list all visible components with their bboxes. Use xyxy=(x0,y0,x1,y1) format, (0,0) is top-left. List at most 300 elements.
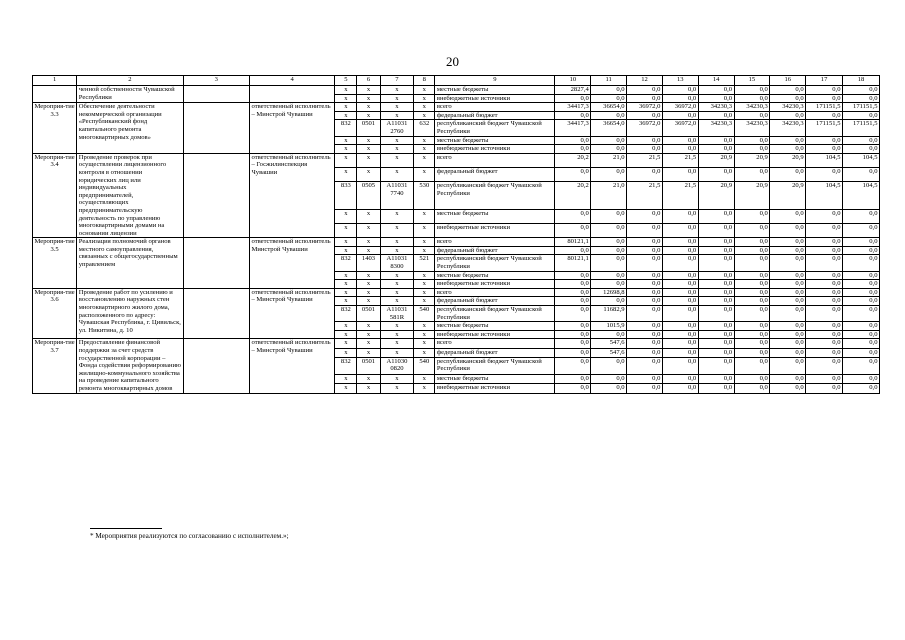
code-cell: x xyxy=(380,168,414,182)
value-cell: 0,0 xyxy=(806,86,843,95)
value-cell: 2827,4 xyxy=(555,86,591,95)
code-cell: x xyxy=(357,153,380,167)
value-cell: 0,0 xyxy=(555,339,591,348)
value-cell: 0,0 xyxy=(627,384,663,393)
code-cell: x xyxy=(357,330,380,339)
value-cell: 0,0 xyxy=(843,136,880,145)
value-cell: 0,0 xyxy=(806,255,843,271)
code-cell: x xyxy=(357,384,380,393)
value-cell: 0,0 xyxy=(662,375,698,384)
footnote-divider xyxy=(90,528,162,529)
value-cell: 0,0 xyxy=(591,330,627,339)
source-cell: внебюджетные источники xyxy=(435,330,555,339)
value-cell: 36972,0 xyxy=(662,103,698,112)
value-cell: 0,0 xyxy=(806,357,843,374)
value-cell: 0,0 xyxy=(843,255,880,271)
value-cell: 20,9 xyxy=(698,153,734,167)
code-cell: x xyxy=(335,238,357,247)
value-cell: 0,0 xyxy=(627,271,663,280)
value-cell: 0,0 xyxy=(627,238,663,247)
code-cell: x xyxy=(414,111,435,120)
code-cell: x xyxy=(414,246,435,255)
value-cell: 0,0 xyxy=(806,223,843,237)
event-cell: Мероприя-тие 3.4 xyxy=(33,153,77,238)
code-cell: x xyxy=(335,297,357,306)
value-cell: 0,0 xyxy=(843,280,880,289)
value-cell: 0,0 xyxy=(806,288,843,297)
code-cell: x xyxy=(380,384,414,393)
value-cell: 0,0 xyxy=(698,168,734,182)
event-cell: Мероприя-тие 3.3 xyxy=(33,103,77,154)
source-cell: республиканский бюджет Чувашской Республики xyxy=(435,357,555,374)
value-cell: 0,0 xyxy=(662,246,698,255)
code-cell: 521 xyxy=(414,255,435,271)
value-cell: 20,2 xyxy=(555,153,591,167)
value-cell: 0,0 xyxy=(770,94,806,103)
value-cell: 0,0 xyxy=(627,375,663,384)
empty-cell xyxy=(183,153,249,238)
value-cell: 0,0 xyxy=(770,330,806,339)
code-cell: x xyxy=(380,86,414,95)
value-cell: 0,0 xyxy=(591,297,627,306)
value-cell: 0,0 xyxy=(806,145,843,154)
value-cell: 0,0 xyxy=(627,168,663,182)
value-cell: 0,0 xyxy=(843,86,880,95)
source-cell: всего xyxy=(435,238,555,247)
code-cell: А11030 0820 xyxy=(380,357,414,374)
code-cell: x xyxy=(335,145,357,154)
value-cell: 0,0 xyxy=(698,339,734,348)
code-cell: x xyxy=(335,103,357,112)
code-cell: x xyxy=(414,86,435,95)
code-cell: 832 xyxy=(335,357,357,374)
value-cell: 36654,0 xyxy=(591,103,627,112)
value-cell: 0,0 xyxy=(698,111,734,120)
code-cell: x xyxy=(380,153,414,167)
value-cell: 0,0 xyxy=(734,339,770,348)
column-header: 1 xyxy=(33,76,77,86)
value-cell: 11682,9 xyxy=(591,306,627,322)
value-cell: 0,0 xyxy=(734,94,770,103)
value-cell: 0,0 xyxy=(806,306,843,322)
value-cell: 34230,3 xyxy=(698,103,734,112)
value-cell: 0,0 xyxy=(698,330,734,339)
source-cell: всего xyxy=(435,153,555,167)
description-cell: Реализация полномочий органов местного самоуправления, связанных с общегосударственным управлением xyxy=(77,238,183,289)
code-cell: x xyxy=(414,94,435,103)
code-cell: x xyxy=(357,209,380,223)
code-cell: x xyxy=(414,384,435,393)
column-header: 17 xyxy=(806,76,843,86)
value-cell: 0,0 xyxy=(843,168,880,182)
executor-cell: ответственный исполнитель – Минстрой Чувашии xyxy=(249,103,334,154)
value-cell: 0,0 xyxy=(662,297,698,306)
value-cell: 20,9 xyxy=(734,153,770,167)
event-cell: Мероприя-тие 3.5 xyxy=(33,238,77,289)
value-cell: 0,0 xyxy=(555,145,591,154)
code-cell: x xyxy=(335,223,357,237)
header-row xyxy=(33,76,880,86)
value-cell: 0,0 xyxy=(698,255,734,271)
value-cell: 0,0 xyxy=(591,357,627,374)
code-cell: 0501 xyxy=(357,306,380,322)
description-cell: ченной собственности Чувашской Республики xyxy=(77,86,183,103)
value-cell: 0,0 xyxy=(843,375,880,384)
code-cell: x xyxy=(414,375,435,384)
value-cell: 0,0 xyxy=(770,238,806,247)
code-cell: 540 xyxy=(414,357,435,374)
code-cell: x xyxy=(357,94,380,103)
value-cell: 0,0 xyxy=(627,306,663,322)
value-cell: 0,0 xyxy=(843,384,880,393)
value-cell: 0,0 xyxy=(734,271,770,280)
value-cell: 0,0 xyxy=(555,223,591,237)
value-cell: 0,0 xyxy=(770,136,806,145)
code-cell: x xyxy=(380,271,414,280)
value-cell: 0,0 xyxy=(734,288,770,297)
code-cell: x xyxy=(335,136,357,145)
value-cell: 34230,3 xyxy=(770,103,806,112)
value-cell: 0,0 xyxy=(662,145,698,154)
value-cell: 34230,3 xyxy=(734,120,770,136)
code-cell: x xyxy=(357,246,380,255)
value-cell: 0,0 xyxy=(591,246,627,255)
value-cell: 0,0 xyxy=(662,384,698,393)
value-cell: 0,0 xyxy=(591,384,627,393)
value-cell: 171151,5 xyxy=(843,103,880,112)
value-cell: 0,0 xyxy=(591,209,627,223)
source-cell: местные бюджеты xyxy=(435,209,555,223)
value-cell: 0,0 xyxy=(698,288,734,297)
source-cell: федеральный бюджет xyxy=(435,297,555,306)
value-cell: 0,0 xyxy=(843,223,880,237)
value-cell: 104,5 xyxy=(806,153,843,167)
value-cell: 0,0 xyxy=(806,246,843,255)
code-cell: x xyxy=(380,246,414,255)
code-cell: x xyxy=(414,339,435,348)
code-cell: x xyxy=(380,145,414,154)
value-cell: 0,0 xyxy=(662,306,698,322)
value-cell: 0,0 xyxy=(770,384,806,393)
value-cell: 0,0 xyxy=(591,238,627,247)
value-cell: 0,0 xyxy=(555,271,591,280)
code-cell: x xyxy=(414,271,435,280)
table-body xyxy=(33,86,880,394)
table-row xyxy=(33,339,880,348)
value-cell: 171151,5 xyxy=(843,120,880,136)
value-cell: 0,0 xyxy=(555,94,591,103)
value-cell: 0,0 xyxy=(698,348,734,357)
value-cell: 0,0 xyxy=(806,271,843,280)
table-row xyxy=(33,86,880,95)
empty-cell xyxy=(183,288,249,339)
code-cell: 832 xyxy=(335,120,357,136)
value-cell: 0,0 xyxy=(843,145,880,154)
value-cell: 0,0 xyxy=(627,246,663,255)
value-cell: 0,0 xyxy=(662,357,698,374)
code-cell: x xyxy=(357,348,380,357)
source-cell: республиканский бюджет Чувашской Республики xyxy=(435,255,555,271)
source-cell: местные бюджеты xyxy=(435,375,555,384)
code-cell: x xyxy=(414,168,435,182)
value-cell: 0,0 xyxy=(806,168,843,182)
code-cell: x xyxy=(414,330,435,339)
value-cell: 0,0 xyxy=(806,136,843,145)
value-cell: 0,0 xyxy=(806,375,843,384)
value-cell: 0,0 xyxy=(734,357,770,374)
value-cell: 0,0 xyxy=(770,86,806,95)
value-cell: 20,9 xyxy=(734,182,770,209)
value-cell: 0,0 xyxy=(555,297,591,306)
value-cell: 20,9 xyxy=(698,182,734,209)
value-cell: 0,0 xyxy=(770,271,806,280)
value-cell: 0,0 xyxy=(770,223,806,237)
executor-cell: ответственный исполнитель – Минстрой Чувашии xyxy=(249,288,334,339)
code-cell: x xyxy=(414,209,435,223)
table-row xyxy=(33,103,880,112)
value-cell: 0,0 xyxy=(698,271,734,280)
value-cell: 0,0 xyxy=(555,375,591,384)
value-cell: 34417,3 xyxy=(555,103,591,112)
code-cell: x xyxy=(357,288,380,297)
value-cell: 0,0 xyxy=(734,238,770,247)
value-cell: 0,0 xyxy=(698,357,734,374)
value-cell: 80121,1 xyxy=(555,255,591,271)
value-cell: 0,0 xyxy=(662,136,698,145)
value-cell: 0,0 xyxy=(591,145,627,154)
value-cell: 0,0 xyxy=(591,280,627,289)
code-cell: x xyxy=(414,297,435,306)
value-cell: 0,0 xyxy=(698,246,734,255)
empty-cell xyxy=(183,86,249,103)
value-cell: 0,0 xyxy=(734,223,770,237)
source-cell: федеральный бюджет xyxy=(435,168,555,182)
code-cell: А11031 581R xyxy=(380,306,414,322)
source-cell: республиканский бюджет Чувашской Республики xyxy=(435,120,555,136)
value-cell: 0,0 xyxy=(555,330,591,339)
column-header: 14 xyxy=(698,76,734,86)
code-cell: x xyxy=(335,111,357,120)
executor-cell: ответственный исполнитель – Минстрой Чувашии xyxy=(249,339,334,393)
empty-cell xyxy=(183,103,249,154)
value-cell: 0,0 xyxy=(662,348,698,357)
value-cell: 0,0 xyxy=(662,86,698,95)
value-cell: 0,0 xyxy=(627,280,663,289)
code-cell: x xyxy=(357,136,380,145)
code-cell: А11031 2760 xyxy=(380,120,414,136)
value-cell: 0,0 xyxy=(698,322,734,331)
value-cell: 0,0 xyxy=(662,280,698,289)
value-cell: 0,0 xyxy=(770,297,806,306)
value-cell: 0,0 xyxy=(591,136,627,145)
value-cell: 0,0 xyxy=(555,322,591,331)
value-cell: 0,0 xyxy=(770,145,806,154)
source-cell: федеральный бюджет xyxy=(435,348,555,357)
value-cell: 0,0 xyxy=(627,357,663,374)
value-cell: 0,0 xyxy=(806,111,843,120)
value-cell: 0,0 xyxy=(627,348,663,357)
value-cell: 0,0 xyxy=(734,322,770,331)
column-header: 5 xyxy=(335,76,357,86)
value-cell: 0,0 xyxy=(555,306,591,322)
source-cell: всего xyxy=(435,103,555,112)
value-cell: 0,0 xyxy=(662,94,698,103)
value-cell: 0,0 xyxy=(734,246,770,255)
value-cell: 0,0 xyxy=(806,209,843,223)
description-cell: Обеспечение деятельности некоммерческой организации «Республиканский фонд капитального ремонта многоквартирных домов» xyxy=(77,103,183,154)
code-cell: x xyxy=(380,288,414,297)
code-cell: x xyxy=(357,168,380,182)
value-cell: 0,0 xyxy=(734,145,770,154)
code-cell: x xyxy=(357,271,380,280)
value-cell: 0,0 xyxy=(843,306,880,322)
code-cell: x xyxy=(380,297,414,306)
description-cell: Предоставление финансовой поддержки за счет средств государственной корпорации – Фонда содействия реформированию жилищно-коммунального хозяйства на проведение капитального ремонта многоквартирных домов xyxy=(77,339,183,393)
value-cell: 0,0 xyxy=(662,271,698,280)
value-cell: 1015,9 xyxy=(591,322,627,331)
value-cell: 0,0 xyxy=(591,375,627,384)
source-cell: местные бюджеты xyxy=(435,271,555,280)
value-cell: 0,0 xyxy=(555,209,591,223)
value-cell: 0,0 xyxy=(591,255,627,271)
value-cell: 0,0 xyxy=(843,271,880,280)
code-cell: 832 xyxy=(335,255,357,271)
value-cell: 0,0 xyxy=(627,322,663,331)
page-number: 20 xyxy=(446,54,459,69)
code-cell: 833 xyxy=(335,182,357,209)
value-cell: 0,0 xyxy=(662,322,698,331)
code-cell: 0505 xyxy=(357,182,380,209)
value-cell: 0,0 xyxy=(662,238,698,247)
value-cell: 0,0 xyxy=(843,246,880,255)
value-cell: 0,0 xyxy=(698,209,734,223)
value-cell: 0,0 xyxy=(843,111,880,120)
value-cell: 0,0 xyxy=(627,288,663,297)
code-cell: x xyxy=(380,209,414,223)
value-cell: 0,0 xyxy=(734,280,770,289)
value-cell: 0,0 xyxy=(627,209,663,223)
value-cell: 0,0 xyxy=(770,255,806,271)
source-cell: федеральный бюджет xyxy=(435,111,555,120)
value-cell: 0,0 xyxy=(843,330,880,339)
code-cell: 0501 xyxy=(357,120,380,136)
value-cell: 36972,0 xyxy=(627,103,663,112)
value-cell: 0,0 xyxy=(806,348,843,357)
value-cell: 0,0 xyxy=(591,111,627,120)
code-cell: x xyxy=(335,94,357,103)
code-cell: x xyxy=(380,280,414,289)
value-cell: 0,0 xyxy=(843,297,880,306)
value-cell: 0,0 xyxy=(806,238,843,247)
code-cell: x xyxy=(380,223,414,237)
value-cell: 0,0 xyxy=(662,288,698,297)
column-header: 18 xyxy=(843,76,880,86)
source-cell: республиканский бюджет Чувашской Республики xyxy=(435,182,555,209)
footnote: * Мероприятия реализуются по согласованию с исполнителем.»; xyxy=(90,532,289,540)
code-cell: x xyxy=(414,136,435,145)
value-cell: 21,5 xyxy=(662,182,698,209)
source-cell: всего xyxy=(435,339,555,348)
value-cell: 0,0 xyxy=(843,322,880,331)
value-cell: 0,0 xyxy=(591,94,627,103)
code-cell: x xyxy=(380,330,414,339)
value-cell: 0,0 xyxy=(770,357,806,374)
value-cell: 0,0 xyxy=(662,223,698,237)
code-cell: x xyxy=(335,153,357,167)
value-cell: 0,0 xyxy=(555,348,591,357)
value-cell: 0,0 xyxy=(662,330,698,339)
value-cell: 0,0 xyxy=(734,111,770,120)
column-header: 13 xyxy=(662,76,698,86)
code-cell: x xyxy=(357,238,380,247)
code-cell: x xyxy=(414,103,435,112)
value-cell: 0,0 xyxy=(843,94,880,103)
code-cell: x xyxy=(357,111,380,120)
value-cell: 0,0 xyxy=(843,357,880,374)
description-cell: Проведение проверок при осуществлении лицензионного контроля в отношении юридических лиц или индивидуальных предпринимателей, осуществляющих предпринимательскую деятельность по управлению многоквартирными домами на основании лицензии xyxy=(77,153,183,238)
code-cell: x xyxy=(335,288,357,297)
empty-cell xyxy=(183,339,249,393)
value-cell: 0,0 xyxy=(734,306,770,322)
value-cell: 0,0 xyxy=(843,348,880,357)
value-cell: 0,0 xyxy=(806,330,843,339)
value-cell: 0,0 xyxy=(662,111,698,120)
value-cell: 0,0 xyxy=(806,280,843,289)
value-cell: 36654,0 xyxy=(591,120,627,136)
value-cell: 0,0 xyxy=(591,168,627,182)
value-cell: 0,0 xyxy=(698,375,734,384)
value-cell: 0,0 xyxy=(734,255,770,271)
code-cell: x xyxy=(335,246,357,255)
value-cell: 36972,0 xyxy=(662,120,698,136)
value-cell: 547,6 xyxy=(591,339,627,348)
code-cell: x xyxy=(335,209,357,223)
value-cell: 0,0 xyxy=(627,94,663,103)
column-header: 4 xyxy=(249,76,334,86)
code-cell: x xyxy=(357,223,380,237)
value-cell: 0,0 xyxy=(698,384,734,393)
value-cell: 20,9 xyxy=(770,182,806,209)
value-cell: 0,0 xyxy=(734,375,770,384)
value-cell: 0,0 xyxy=(770,209,806,223)
value-cell: 0,0 xyxy=(806,94,843,103)
source-cell: местные бюджеты xyxy=(435,136,555,145)
value-cell: 0,0 xyxy=(734,330,770,339)
code-cell: x xyxy=(335,339,357,348)
value-cell: 0,0 xyxy=(770,375,806,384)
code-cell: x xyxy=(380,339,414,348)
column-header: 2 xyxy=(77,76,183,86)
value-cell: 0,0 xyxy=(591,271,627,280)
value-cell: 0,0 xyxy=(843,339,880,348)
value-cell: 547,6 xyxy=(591,348,627,357)
value-cell: 0,0 xyxy=(806,322,843,331)
event-cell xyxy=(33,86,77,103)
value-cell: 0,0 xyxy=(662,255,698,271)
value-cell: 0,0 xyxy=(698,86,734,95)
value-cell: 21,0 xyxy=(591,182,627,209)
table-row xyxy=(33,288,880,297)
value-cell: 0,0 xyxy=(770,246,806,255)
source-cell: внебюджетные источники xyxy=(435,94,555,103)
value-cell: 0,0 xyxy=(662,168,698,182)
code-cell: x xyxy=(357,86,380,95)
code-cell: x xyxy=(335,271,357,280)
value-cell: 0,0 xyxy=(770,322,806,331)
value-cell: 0,0 xyxy=(806,339,843,348)
source-cell: местные бюджеты xyxy=(435,86,555,95)
value-cell: 0,0 xyxy=(770,288,806,297)
